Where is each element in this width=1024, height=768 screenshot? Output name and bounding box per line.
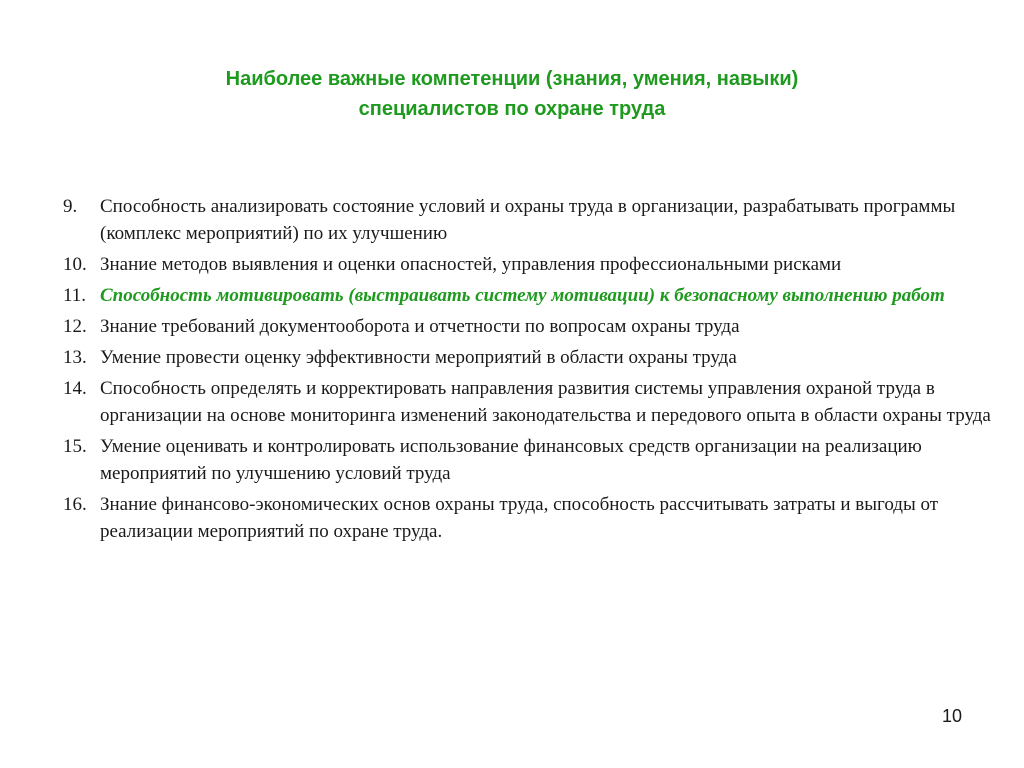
- item-number: 16.: [63, 494, 87, 515]
- slide-title-line-2: специалистов по охране труда: [358, 98, 666, 120]
- page-number: 10: [941, 706, 962, 726]
- competency-list: [63, 193, 993, 549]
- slide-title-line-1: Наиболее важные компетенции (знания, умения, навыки): [225, 68, 799, 90]
- list-item-11-highlighted: [63, 282, 993, 309]
- list-item-9: [63, 193, 993, 247]
- item-number: 10.: [63, 254, 87, 275]
- list-item-15: [63, 433, 993, 487]
- list-item-10: [63, 251, 993, 278]
- item-number: 9.: [63, 196, 78, 217]
- list-item-12: [63, 313, 993, 340]
- item-text: Способность мотивировать (выстраивать систему мотивации) к безопасному выполнению работ: [100, 285, 945, 306]
- item-text: Способность анализировать состояние условий и охраны труда в организации, разрабатывать программы (комплекс мероприятий) по их улучшению: [100, 196, 956, 244]
- item-text: Умение оценивать и контролировать использование финансовых средств организации на реализацию мероприятий по улучшению условий труда: [100, 436, 922, 484]
- item-number: 11.: [63, 285, 87, 306]
- list-item-14: [63, 375, 993, 429]
- list-item-13: [63, 344, 993, 371]
- list-item-16: [63, 491, 993, 545]
- item-text: Умение провести оценку эффективности мероприятий в области охраны труда: [100, 347, 737, 368]
- item-text: Знание требований документооборота и отчетности по вопросам охраны труда: [100, 316, 740, 337]
- item-text: Знание методов выявления и оценки опасностей, управления профессиональными рисками: [100, 254, 842, 275]
- slide-title: [0, 64, 1024, 124]
- item-text: Знание финансово-экономических основ охраны труда, способность рассчитывать затраты и выгоды от реализации мероприятий по охране труда.: [100, 494, 939, 542]
- item-text: Способность определять и корректировать направления развития системы управления охраной труда в организации на основе мониторинга изменений законодательства и передового опыта в области охраны труда: [100, 378, 991, 426]
- item-number: 13.: [63, 347, 87, 368]
- item-number: 12.: [63, 316, 87, 337]
- item-number: 14.: [63, 378, 87, 399]
- item-number: 15.: [63, 436, 87, 457]
